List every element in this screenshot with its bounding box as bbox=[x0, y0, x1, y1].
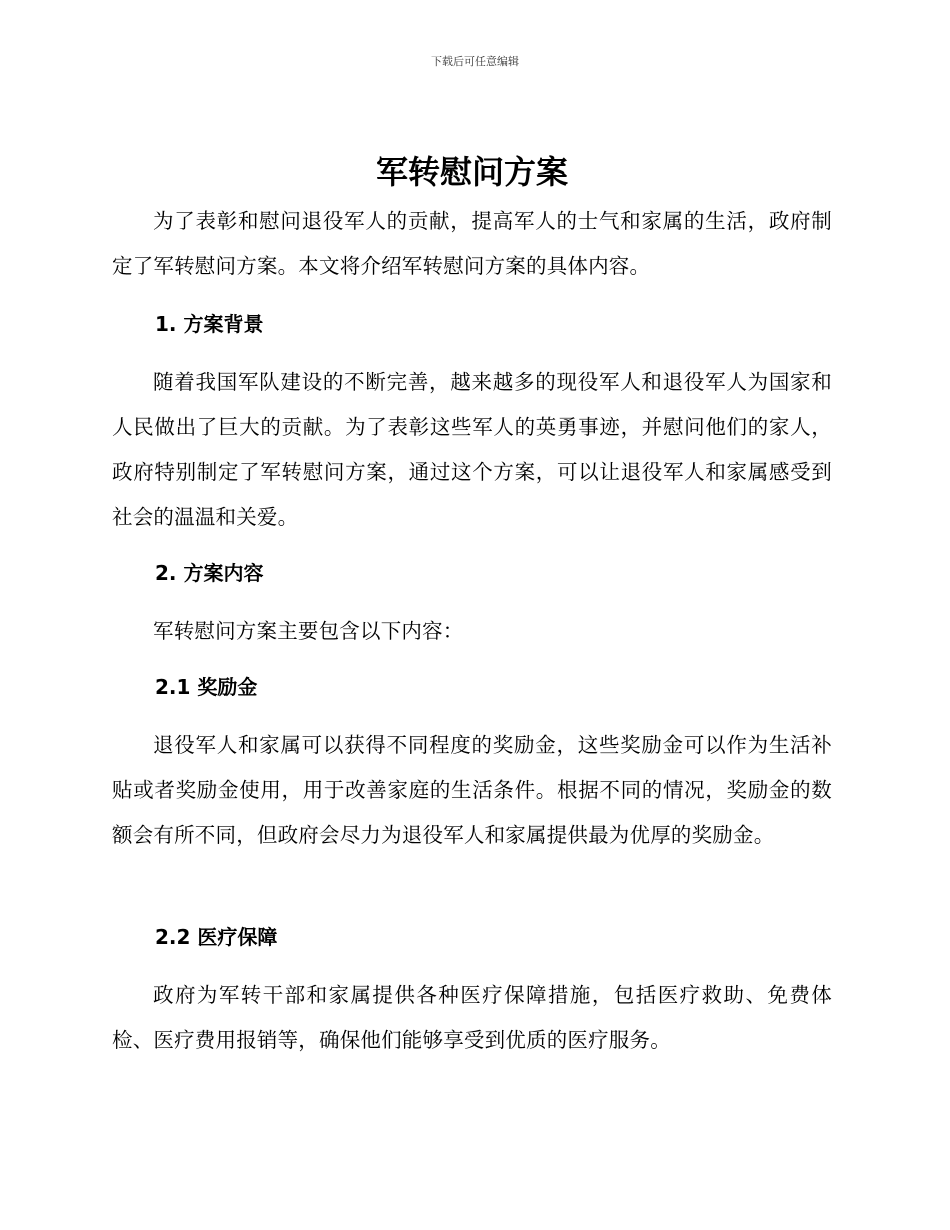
section-paragraph-background: 随着我国军队建设的不断完善，越来越多的现役军人和退役军人为国家和人民做出了巨大的贡献。为了表彰这些军人的英勇事迹，并慰问他们的家人，政府特别制定了军转慰问方案，通过这个方案，可以让退役军人和家属感受到社会的温温和关爱。 bbox=[112, 370, 832, 529]
section-heading-background: 1. 方案背景 bbox=[155, 312, 264, 336]
section-paragraph-medical: 政府为军转干部和家属提供各种医疗保障措施，包括医疗救助、免费体检、医疗费用报销等，确保他们能够享受到优质的医疗服务。 bbox=[112, 983, 832, 1052]
section-paragraph-content: 军转慰问方案主要包含以下内容： bbox=[153, 619, 464, 643]
page-header-note: 下载后可任意编辑 bbox=[431, 55, 519, 68]
document-title: 军转慰问方案 bbox=[375, 153, 568, 191]
section-heading-bonus: 2.1 奖励金 bbox=[155, 675, 258, 699]
section-heading-medical: 2.2 医疗保障 bbox=[155, 925, 278, 949]
section-paragraph-bonus: 退役军人和家属可以获得不同程度的奖励金，这些奖励金可以作为生活补贴或者奖励金使用，用于改善家庭的生活条件。根据不同的情况，奖励金的数额会有所不同，但政府会尽力为退役军人和家属提供最为优厚的奖励金。 bbox=[112, 733, 832, 847]
section-heading-content: 2. 方案内容 bbox=[155, 561, 264, 585]
intro-paragraph: 为了表彰和慰问退役军人的贡献，提高军人的士气和家属的生活，政府制定了军转慰问方案。本文将介绍军转慰问方案的具体内容。 bbox=[112, 209, 832, 278]
